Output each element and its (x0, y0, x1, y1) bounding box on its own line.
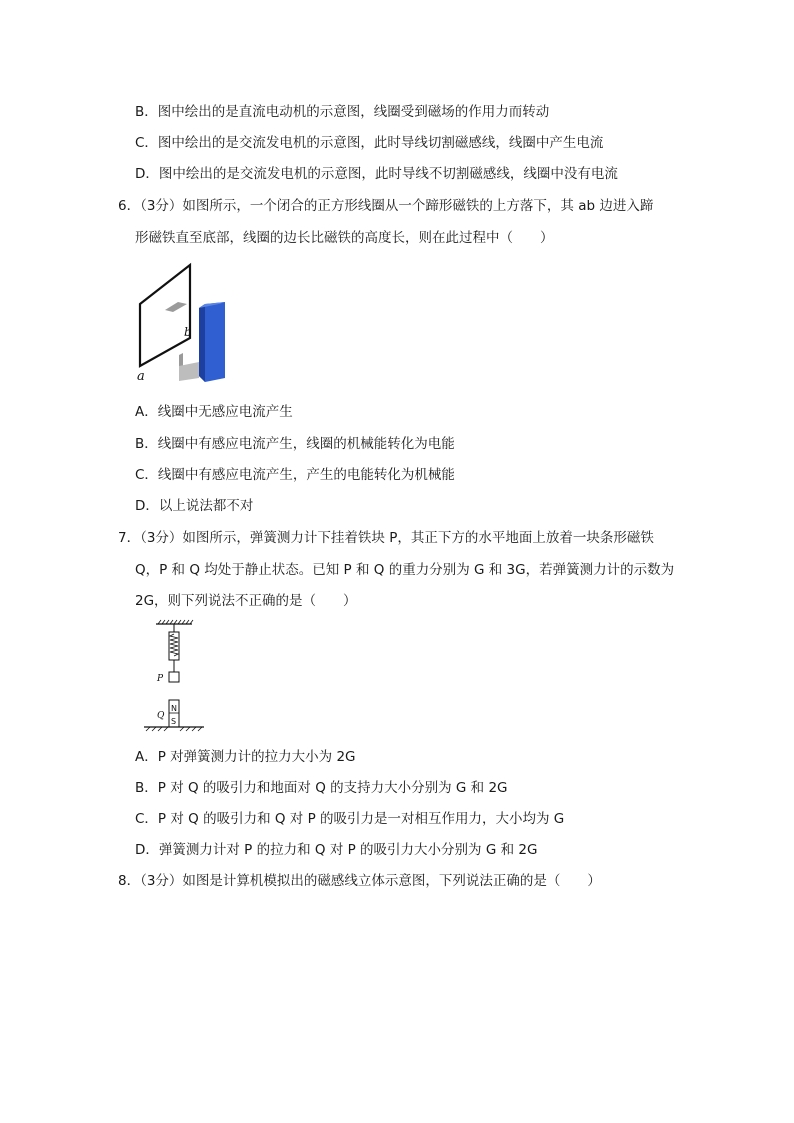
q7-option-b: B．P 对 Q 的吸引力和地面对 Q 的支持力大小分别为 G 和 2G (135, 780, 508, 796)
label-n: N (171, 704, 177, 713)
q5-option-b: B．图中绘出的是直流电动机的示意图，线圈受到磁场的作用力而转动 (135, 104, 550, 120)
magnet-front-face (199, 304, 205, 382)
q8-stem-line-1: 8．（3分）如图是计算机模拟出的磁感线立体示意图，下列说法正确的是（ ） (118, 873, 601, 889)
q7-spring-scale-figure (140, 620, 220, 735)
q6-option-c: C．线圈中有感应电流产生，产生的电能转化为机械能 (135, 467, 455, 483)
q7-stem-line-1: 7．（3分）如图所示，弹簧测力计下挂着铁块 P，其正下方的水平地面上放着一块条形磁铁 (118, 530, 654, 546)
q7-option-d: D．弹簧测力计对 P 的拉力和 Q 对 P 的吸引力大小分别为 G 和 2G (135, 842, 538, 858)
label-s: S (171, 717, 177, 726)
q7-option-a: A．P 对弹簧测力计的拉力大小为 2G (135, 749, 356, 765)
q7-stem-line-3: 2G，则下列说法不正确的是（ ） (135, 593, 357, 609)
q7-option-c: C．P 对 Q 的吸引力和 Q 对 P 的吸引力是一对相互作用力，大小均为 G (135, 811, 565, 827)
q5-option-d: D．图中绘出的是交流发电机的示意图，此时导线不切割磁感线，线圈中没有电流 (135, 166, 618, 182)
q6-stem-line-1: 6．（3分）如图所示，一个闭合的正方形线圈从一个蹄形磁铁的上方落下，其 ab 边进入蹄 (118, 198, 654, 214)
label-a: a (137, 369, 145, 384)
iron-block-p (169, 672, 179, 682)
label-b: b (184, 325, 192, 339)
spring-coil (170, 634, 178, 656)
label-p: P (157, 674, 164, 684)
q6-option-d: D．以上说法都不对 (135, 498, 254, 514)
q6-option-b: B．线圈中有感应电流产生，线圈的机械能转化为电能 (135, 436, 455, 452)
q6-option-a: A．线圈中无感应电流产生 (135, 404, 293, 420)
q6-stem-line-2: 形磁铁直至底部，线圈的边长比磁铁的高度长，则在此过程中（ ） (135, 230, 554, 246)
q5-option-c: C．图中绘出的是交流发电机的示意图，此时导线切割磁感线，线圈中产生电流 (135, 135, 604, 151)
q7-stem-line-2: Q，P 和 Q 均处于静止状态。已知 P 和 Q 的重力分别为 G 和 3G，若弹簧测力计的示数为 (135, 562, 675, 578)
q6-coil-magnet-figure (135, 260, 235, 385)
label-q: Q (157, 711, 165, 721)
square-coil (140, 265, 190, 366)
coil-gray-patch (165, 302, 187, 312)
